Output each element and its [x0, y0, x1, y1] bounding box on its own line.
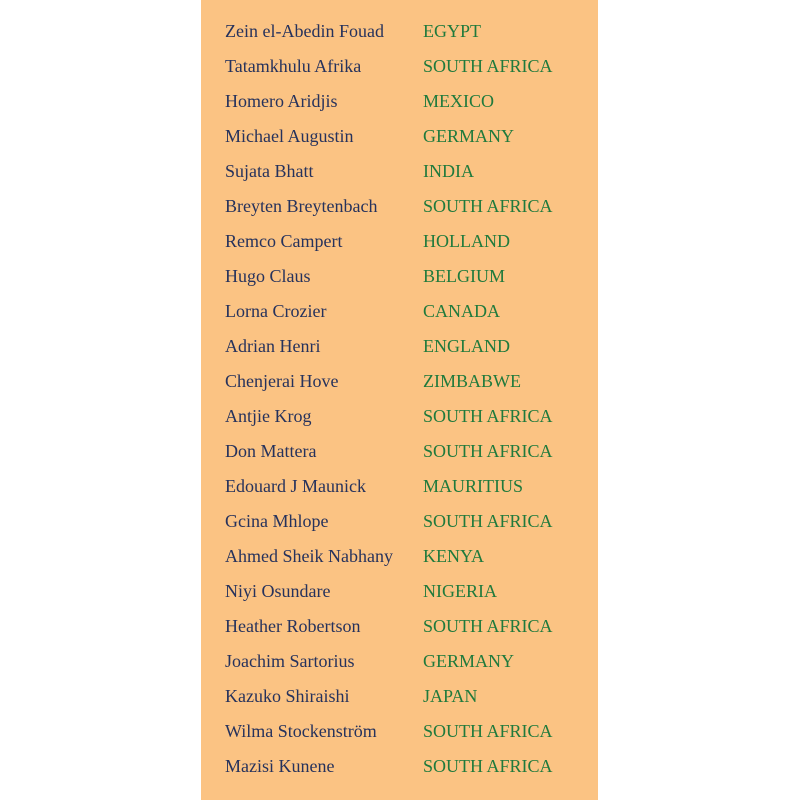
- poet-country: MAURITIUS: [423, 476, 524, 496]
- poet-name: Mazisi Kunene: [225, 756, 335, 776]
- poet-name: Zein el-Abedin Fouad: [225, 21, 384, 41]
- poet-country: MEXICO: [423, 91, 494, 111]
- poet-name: Heather Robertson: [225, 616, 361, 636]
- poet-country: HOLLAND: [423, 231, 510, 251]
- poet-country: GERMANY: [423, 126, 515, 146]
- poet-country: SOUTH AFRICA: [423, 511, 553, 531]
- poet-name: Homero Aridjis: [225, 91, 338, 111]
- poet-country: SOUTH AFRICA: [423, 721, 553, 741]
- poet-country: NIGERIA: [423, 581, 497, 601]
- poet-country: SOUTH AFRICA: [423, 756, 553, 776]
- poet-name: Antjie Krog: [225, 406, 312, 426]
- poet-country: SOUTH AFRICA: [423, 616, 553, 636]
- poet-name: Sujata Bhatt: [225, 161, 314, 181]
- poet-country: ZIMBABWE: [423, 371, 521, 391]
- poet-country: SOUTH AFRICA: [423, 56, 553, 76]
- poet-country: EGYPT: [423, 21, 481, 41]
- poet-name: Adrian Henri: [225, 336, 321, 356]
- poet-name: Joachim Sartorius: [225, 651, 355, 671]
- poet-name: Hugo Claus: [225, 266, 311, 286]
- poet-name: Edouard J Maunick: [225, 476, 366, 496]
- poet-name: Don Mattera: [225, 441, 317, 461]
- poet-country: SOUTH AFRICA: [423, 406, 553, 426]
- poet-country: SOUTH AFRICA: [423, 441, 553, 461]
- poet-name: Kazuko Shiraishi: [225, 686, 350, 706]
- poet-name: Michael Augustin: [225, 126, 354, 146]
- poet-name: Chenjerai Hove: [225, 371, 339, 391]
- poet-country: KENYA: [423, 546, 484, 566]
- poet-country: SOUTH AFRICA: [423, 196, 553, 216]
- poet-country: ENGLAND: [423, 336, 510, 356]
- poet-name: Lorna Crozier: [225, 301, 327, 321]
- poet-list-card: [201, 0, 598, 800]
- poet-name: Remco Campert: [225, 231, 343, 251]
- poet-name: Breyten Breytenbach: [225, 196, 378, 216]
- poet-name: Niyi Osundare: [225, 581, 331, 601]
- poet-country: GERMANY: [423, 651, 515, 671]
- poet-name: Ahmed Sheik Nabhany: [225, 546, 393, 566]
- poet-name: Tatamkhulu Afrika: [225, 56, 362, 76]
- poet-name: Gcina Mhlope: [225, 511, 329, 531]
- poet-country: JAPAN: [423, 686, 478, 706]
- poet-country: BELGIUM: [423, 266, 505, 286]
- poet-country: CANADA: [423, 301, 501, 321]
- poet-name: Wilma Stockenström: [225, 721, 377, 741]
- poet-country: INDIA: [423, 161, 474, 181]
